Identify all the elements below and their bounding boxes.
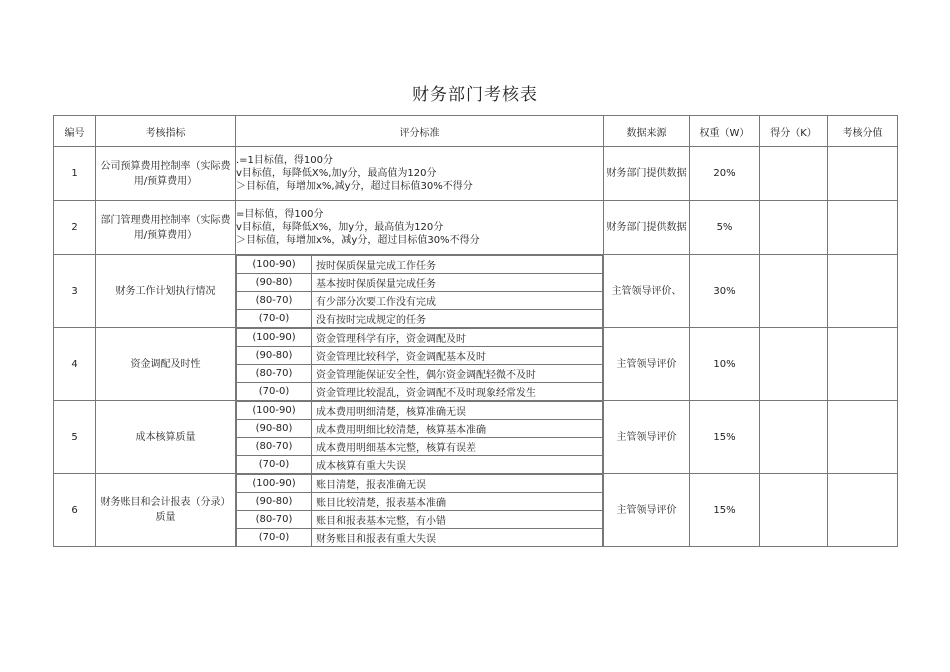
level-row <box>237 310 603 328</box>
row-no: 3 <box>54 255 96 328</box>
row-no: 2 <box>54 201 96 255</box>
row-no: 6 <box>54 474 96 547</box>
row-indicator: 财务账目和会计报表（分录）质量 <box>96 474 236 547</box>
level-range: (90-80) <box>237 493 312 511</box>
level-desc: 成本费用明细清楚，核算准确无误 <box>312 402 603 420</box>
row-score[interactable] <box>760 401 828 474</box>
row-value[interactable] <box>828 401 898 474</box>
level-row <box>237 274 603 292</box>
row-no: 1 <box>54 147 96 201</box>
level-range: (70-0) <box>237 456 312 474</box>
level-row <box>237 529 603 547</box>
row-no: 4 <box>54 328 96 401</box>
level-range: (100-90) <box>237 475 312 493</box>
row-source: 主管领导评价 <box>604 328 690 401</box>
row-value[interactable] <box>828 328 898 401</box>
level-desc: 账目清楚，报表准确无误 <box>312 475 603 493</box>
row-weight: 30% <box>690 255 760 328</box>
level-desc: 按时保质保量完成工作任务 <box>312 256 603 274</box>
row-standard <box>236 201 604 255</box>
row-indicator: 财务工作计划执行情况 <box>96 255 236 328</box>
level-row <box>237 383 603 401</box>
row-indicator: 成本核算质量 <box>96 401 236 474</box>
row-no: 5 <box>54 401 96 474</box>
level-range: (70-0) <box>237 383 312 401</box>
level-row <box>237 292 603 310</box>
level-row <box>237 256 603 274</box>
level-desc: 基本按时保质保量完成任务 <box>312 274 603 292</box>
level-desc: 资金管理能保证安全性，偶尔资金调配轻微不及时 <box>312 365 603 383</box>
row-indicator: 部门管理费用控制率（实际费用/预算费用） <box>96 201 236 255</box>
header-score: 得分（K） <box>760 116 828 147</box>
level-desc: 成本费用明细比较清楚，核算基本准确 <box>312 420 603 438</box>
level-row <box>237 365 603 383</box>
table-header-row <box>54 116 898 147</box>
header-standard: 评分标准 <box>236 116 604 147</box>
level-desc: 账目和报表基本完整，有小错 <box>312 511 603 529</box>
row-value[interactable] <box>828 255 898 328</box>
standard-line: v目标值，每降低X%，加y分，最高值为120分 <box>236 222 444 233</box>
row-score[interactable] <box>760 255 828 328</box>
level-desc: 资金管理比较混乱，资金调配不及时现象经常发生 <box>312 383 603 401</box>
level-range: (90-80) <box>237 347 312 365</box>
row-source: 财务部门提供数据 <box>604 147 690 201</box>
level-row <box>237 493 603 511</box>
level-desc: 没有按时完成规定的任务 <box>312 310 603 328</box>
row-source: 财务部门提供数据 <box>604 201 690 255</box>
standard-line: v目标值，每降低X%,加y分，最高值为120分 <box>236 168 437 179</box>
row-score[interactable] <box>760 201 828 255</box>
assessment-table <box>53 115 898 547</box>
level-desc: 有少部分次要工作没有完成 <box>312 292 603 310</box>
table-row <box>54 328 898 401</box>
row-weight: 5% <box>690 201 760 255</box>
row-score[interactable] <box>760 147 828 201</box>
row-weight: 20% <box>690 147 760 201</box>
standard-line: ＞目标值，每增加x%，减y分，超过目标值30%不得分 <box>236 235 480 246</box>
level-range: (70-0) <box>237 529 312 547</box>
row-value[interactable] <box>828 474 898 547</box>
header-indicator: 考核指标 <box>96 116 236 147</box>
level-range: (80-70) <box>237 511 312 529</box>
row-standard <box>236 328 604 401</box>
row-score[interactable] <box>760 328 828 401</box>
row-source: 主管领导评价 <box>604 401 690 474</box>
level-table <box>236 328 603 400</box>
table-row <box>54 201 898 255</box>
level-desc: 账目比较清楚，报表基本准确 <box>312 493 603 511</box>
level-desc: 资金管理科学有序，资金调配及时 <box>312 329 603 347</box>
header-no: 编号 <box>54 116 96 147</box>
level-row <box>237 511 603 529</box>
level-range: (100-90) <box>237 329 312 347</box>
standard-line: .=1目标值，得100分 <box>236 155 334 166</box>
row-score[interactable] <box>760 474 828 547</box>
row-standard <box>236 255 604 328</box>
row-standard <box>236 401 604 474</box>
row-weight: 15% <box>690 401 760 474</box>
level-desc: 财务账目和报表有重大失误 <box>312 529 603 547</box>
level-desc: 资金管理比较科学，资金调配基本及时 <box>312 347 603 365</box>
header-weight: 权重（W） <box>690 116 760 147</box>
row-value[interactable] <box>828 147 898 201</box>
level-row <box>237 475 603 493</box>
level-range: (80-70) <box>237 365 312 383</box>
level-desc: 成本核算有重大失误 <box>312 456 603 474</box>
level-table <box>236 474 603 546</box>
header-source: 数据来源 <box>604 116 690 147</box>
level-range: (80-70) <box>237 292 312 310</box>
level-row <box>237 402 603 420</box>
level-range: (90-80) <box>237 420 312 438</box>
level-row <box>237 329 603 347</box>
level-row <box>237 456 603 474</box>
header-value: 考核分值 <box>828 116 898 147</box>
level-row <box>237 347 603 365</box>
table-row <box>54 255 898 328</box>
row-value[interactable] <box>828 201 898 255</box>
level-row <box>237 420 603 438</box>
row-standard <box>236 147 604 201</box>
table-row <box>54 474 898 547</box>
row-weight: 10% <box>690 328 760 401</box>
level-range: (100-90) <box>237 402 312 420</box>
page-title: 财务部门考核表 <box>412 85 538 105</box>
row-indicator: 公司预算费用控制率（实际费用/预算费用） <box>96 147 236 201</box>
standard-line: =目标值，得100分 <box>236 209 324 220</box>
level-table <box>236 255 603 327</box>
level-row <box>237 438 603 456</box>
row-weight: 15% <box>690 474 760 547</box>
row-source: 主管领导评价 <box>604 474 690 547</box>
level-table <box>236 401 603 473</box>
level-range: (70-0) <box>237 310 312 328</box>
level-desc: 成本费用明细基本完整，核算有误差 <box>312 438 603 456</box>
level-range: (80-70) <box>237 438 312 456</box>
level-range: (90-80) <box>237 274 312 292</box>
row-indicator: 资金调配及时性 <box>96 328 236 401</box>
table-row <box>54 147 898 201</box>
level-range: (100-90) <box>237 256 312 274</box>
standard-line: ＞目标值，每增加x%,减y分，超过目标值30%不得分 <box>236 181 473 192</box>
table-row <box>54 401 898 474</box>
row-standard <box>236 474 604 547</box>
row-source: 主管领导评价、 <box>604 255 690 328</box>
